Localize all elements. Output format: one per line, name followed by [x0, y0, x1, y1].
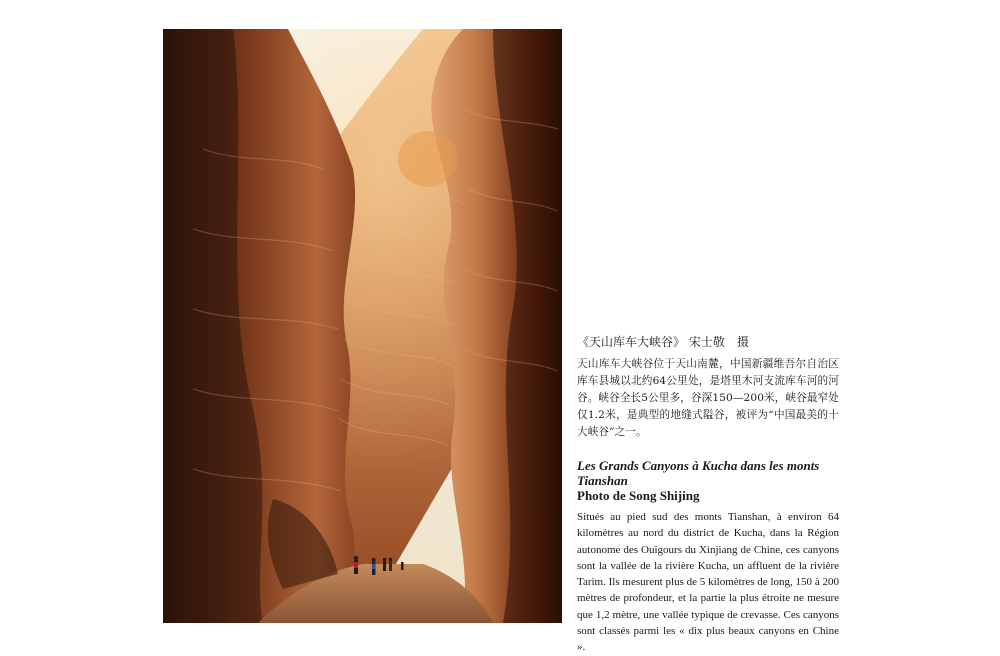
chinese-description: 天山库车大峡谷位于天山南麓，中国新疆维吾尔自治区库车县城以北约64公里处，是塔里木河支流库车河的河谷。峡谷全长5公里多，谷深150—200米，峡谷最窄处仅1.2米，是典型的地缝式隘谷，被评为“中国最美的十大峡谷”之一。	[577, 358, 839, 438]
french-description: Situés au pied sud des monts Tianshan, à environ 64 kilomètres au nord du district de Kucha, dans la Région autonome des Ouïgours du Xinjiang de Chine, ces canyons sont la vallée de la rivière Kucha, un affluent de la rivière Tarim. Ils mesurent plus de 5 kilomètres de long, 150 à 200 mètres de profondeur, et la partie la plus étroite ne mesure que 1,2 mètre, une vallée typique de crevasse. Ces canyons sont classés parmi les « dix plus beaux canyons en Chine ».	[577, 511, 839, 654]
french-title: Les Grands Canyons à Kucha dans les monts Tianshan	[577, 458, 820, 488]
photo-credit: Photo de Song Shijing	[577, 488, 700, 503]
canyon-photo	[163, 29, 562, 623]
caption-block	[577, 334, 839, 656]
chinese-title: 《天山库车大峡谷》 宋士敬 摄	[577, 335, 749, 349]
canyon-illustration	[163, 29, 562, 623]
